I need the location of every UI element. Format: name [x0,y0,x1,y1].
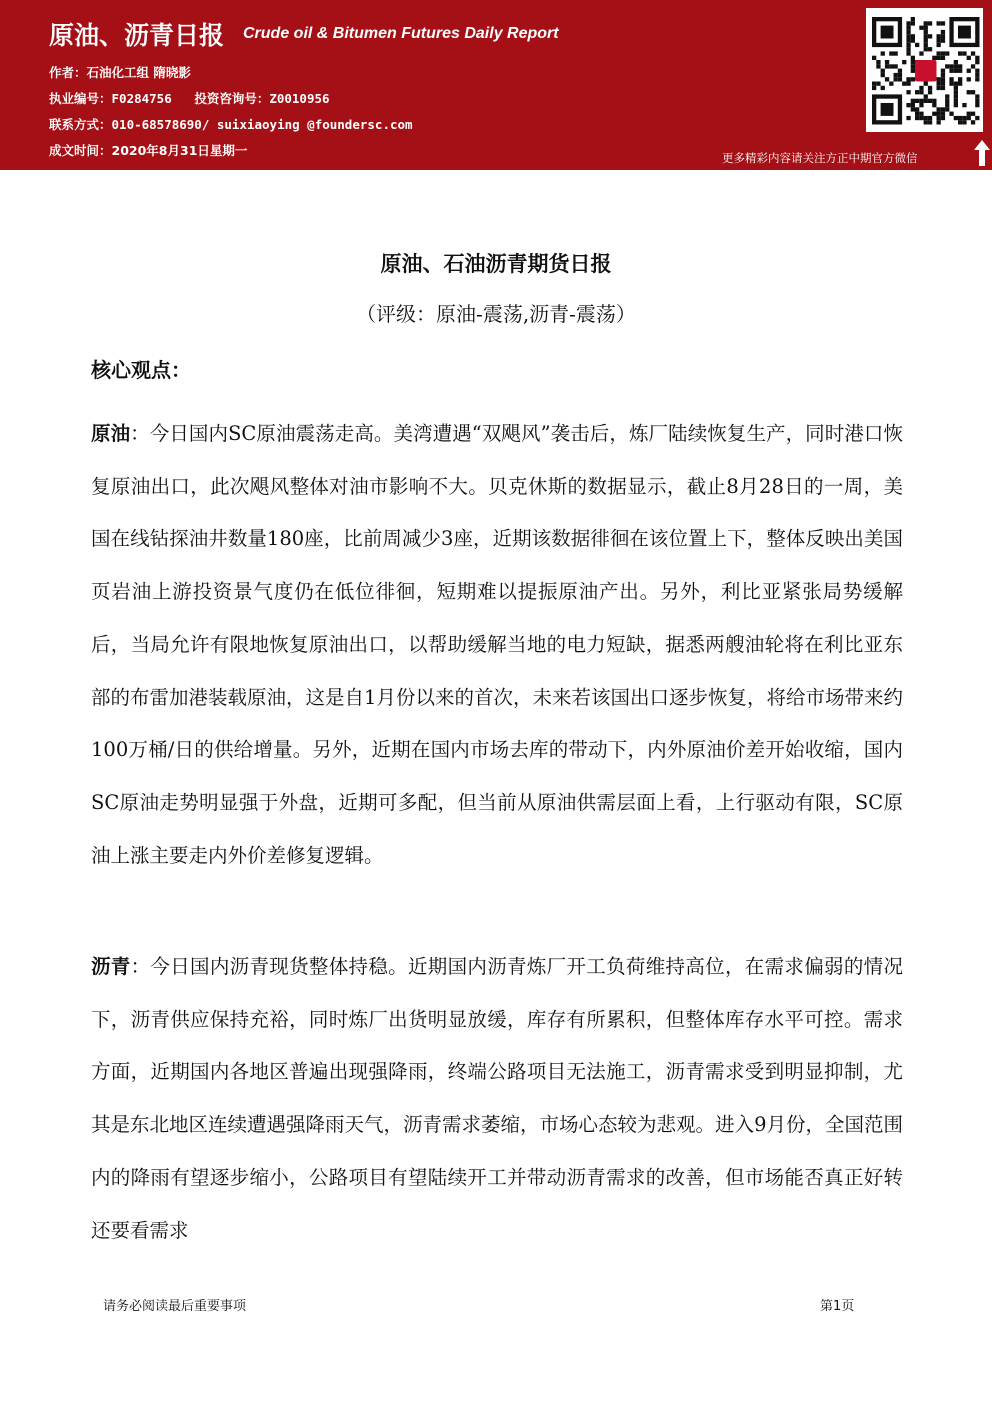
date-label: 成文时间： [49,143,112,158]
asphalt-text: ：今日国内沥青现货整体持稳。近期国内沥青炼厂开工负荷维持高位，在需求偏弱的情况下，沥青供应保持充裕，同时炼厂出货明显放缓，库存有所累积，但整体库存水平可控。需求方面，近期国内各地区普遍出现强降雨，终端公路项目无法施工，沥青需求受到明显抑制，尤其是东北地区连续遭遇强降雨天气，沥青需求萎缩，市场心态较为悲观。进入9月份，全国范围内的降雨有望逐步缩小，公路项目有望陆续开工并带动沥青需求的改善，但市场能否真正好转还要看需求 [91,955,903,1242]
document-rating: （评级：原油-震荡,沥青-震荡） [356,302,636,326]
contact-label: 联系方式： [49,117,112,132]
author-name: 石油化工组 隋晓影 [86,65,191,80]
asphalt-lead: 沥青 [91,955,131,978]
report-date: 2020年8月31日星期一 [111,143,248,158]
qr-code-icon[interactable] [866,8,983,132]
report-title-en: Crude oil & Bitumen Futures Daily Report [243,25,559,42]
contact-line [49,115,413,133]
crude-oil-paragraph [91,408,903,882]
consult-number: Z0010956 [269,91,330,106]
core-views-heading: 核心观点： [91,358,191,382]
asphalt-paragraph [91,941,903,1257]
author-label: 作者： [49,65,87,80]
license-number: F0284756 [111,91,172,106]
license-label: 执业编号： [49,91,112,106]
license-line [49,89,330,107]
crude-oil-text: ：今日国内SC原油震荡走高。美湾遭遇“双飓风”袭击后，炼厂陆续恢复生产，同时港口恢复原油出口，此次飓风整体对油市影响不大。贝克休斯的数据显示，截止8月28日的一周，美国在线钻探油井数量180座，比前周减少3座，近期该数据徘徊在该位置上下，整体反映出美国页岩油上游投资景气度仍在低位徘徊，短期难以提振原油产出。另外，利比亚紧张局势缓解后，当局允许有限地恢复原油出口，以帮助缓解当地的电力短缺，据悉两艘油轮将在利比亚东部的布雷加港装载原油，这是自1月份以来的首次，未来若该国出口逐步恢复，将给市场带来约100万桶/日的供给增量。另外，近期在国内市场去库的带动下，内外原油价差开始收缩，国内SC原油走势明显强于外盘，近期可多配，但当前从原油供需层面上看，上行驱动有限，SC原油上涨主要走内外价差修复逻辑。 [91,422,903,867]
footer-notice: 请务必阅读最后重要事项 [103,1299,247,1314]
follow-wechat-text: 更多精彩内容请关注方正中期官方微信 [722,151,918,165]
document-title: 原油、石油沥青期货日报 [380,252,612,276]
contact-info: 010-68578690/ suixiaoying @foundersc.com [111,117,413,132]
report-header [0,0,992,170]
date-line [49,141,247,159]
page-number: 第1页 [820,1299,855,1314]
report-title-cn: 原油、沥青日报 [49,21,225,50]
consult-label: 投资咨询号： [194,91,270,106]
crude-oil-lead: 原油 [91,422,131,445]
up-arrow-icon [973,138,991,168]
author-line [49,63,191,81]
